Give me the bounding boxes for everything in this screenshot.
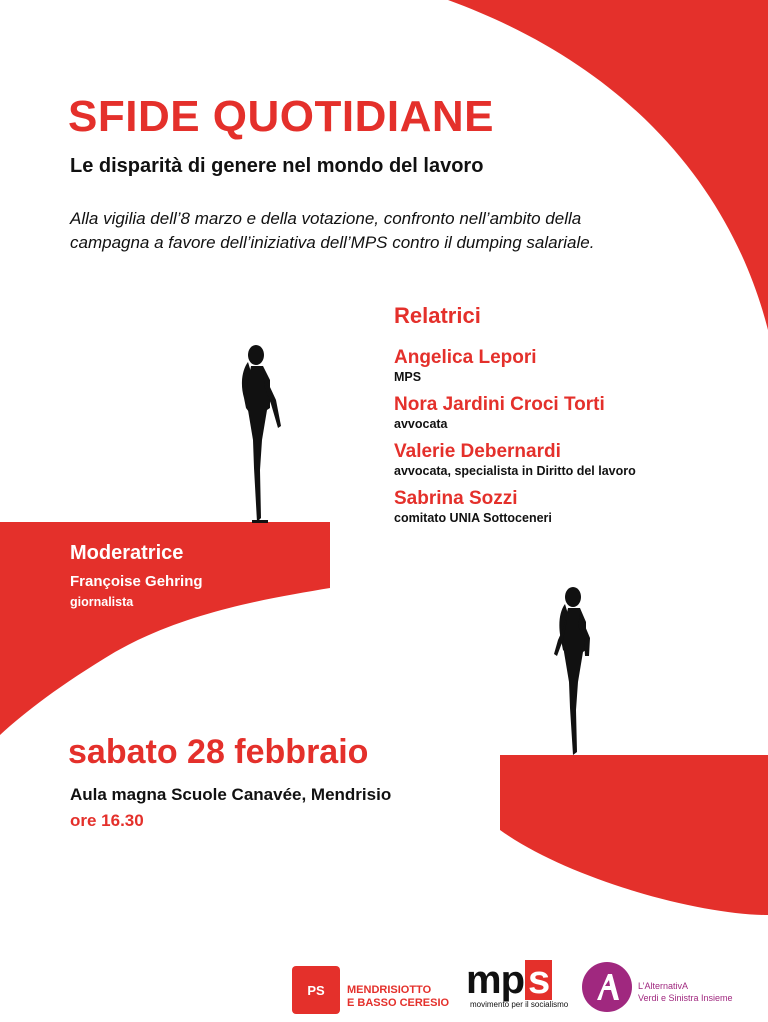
ps-logo-line: E BASSO CERESIO: [347, 997, 450, 1009]
speakers-list: [394, 346, 754, 534]
speaker-role: avvocata, specialista in Diritto del lavoro: [394, 464, 636, 478]
event-venue: Aula magna Scuole Canavée, Mendrisio: [70, 785, 392, 804]
event-time: ore 16.30: [70, 811, 144, 830]
ps-logo-icon: PS: [292, 966, 340, 1014]
speaker-name: Nora Jardini Croci Torti: [394, 394, 605, 415]
woman-silhouette-left: [242, 345, 281, 523]
event-date: sabato 28 febbraio: [68, 733, 369, 771]
speaker-role: comitato UNIA Sottoceneri: [394, 511, 552, 525]
alternativa-logo-text: [638, 980, 733, 1004]
alternativa-logo-line: Verdi e Sinistra Insieme: [638, 993, 733, 1003]
moderator-heading: Moderatrice: [70, 542, 184, 564]
ps-logo-text: [347, 984, 449, 1010]
speaker-name: Sabrina Sozzi: [394, 488, 518, 509]
speaker-role: MPS: [394, 370, 422, 384]
right-red-platform: [500, 755, 768, 915]
speaker-name: Valerie Debernardi: [394, 441, 561, 462]
woman-silhouette-right: [554, 587, 590, 755]
speaker-role: avvocata: [394, 417, 448, 431]
ps-logo-line: MENDRISIOTTO: [347, 984, 432, 996]
alternativa-logo-icon: [582, 962, 632, 1012]
top-red-swoosh: [448, 0, 768, 330]
description-line: campagna a favore dell’iniziativa dell’MPS contro il dumping salariale.: [70, 233, 595, 252]
mps-logo-letters: mp: [466, 958, 524, 1002]
event-description: [70, 207, 710, 255]
mps-tagline: movimento per il socialismo: [470, 1000, 569, 1009]
moderator-role: giornalista: [70, 595, 134, 609]
mps-logo-s: s: [525, 960, 552, 1000]
speakers-heading: Relatrici: [394, 303, 481, 328]
description-line: Alla vigilia dell’8 marzo e della votazione, confronto nell’ambito della: [70, 209, 582, 228]
alternativa-logo-line: L’AlternativA: [638, 981, 689, 991]
mps-logo: [466, 960, 552, 1000]
moderator-name: Françoise Gehring: [70, 573, 203, 590]
alternativa-a-icon: [582, 962, 632, 1012]
event-subtitle: Le disparità di genere nel mondo del lavoro: [70, 155, 484, 177]
speaker-name: Angelica Lepori: [394, 347, 537, 368]
event-title: SFIDE QUOTIDIANE: [68, 92, 495, 141]
